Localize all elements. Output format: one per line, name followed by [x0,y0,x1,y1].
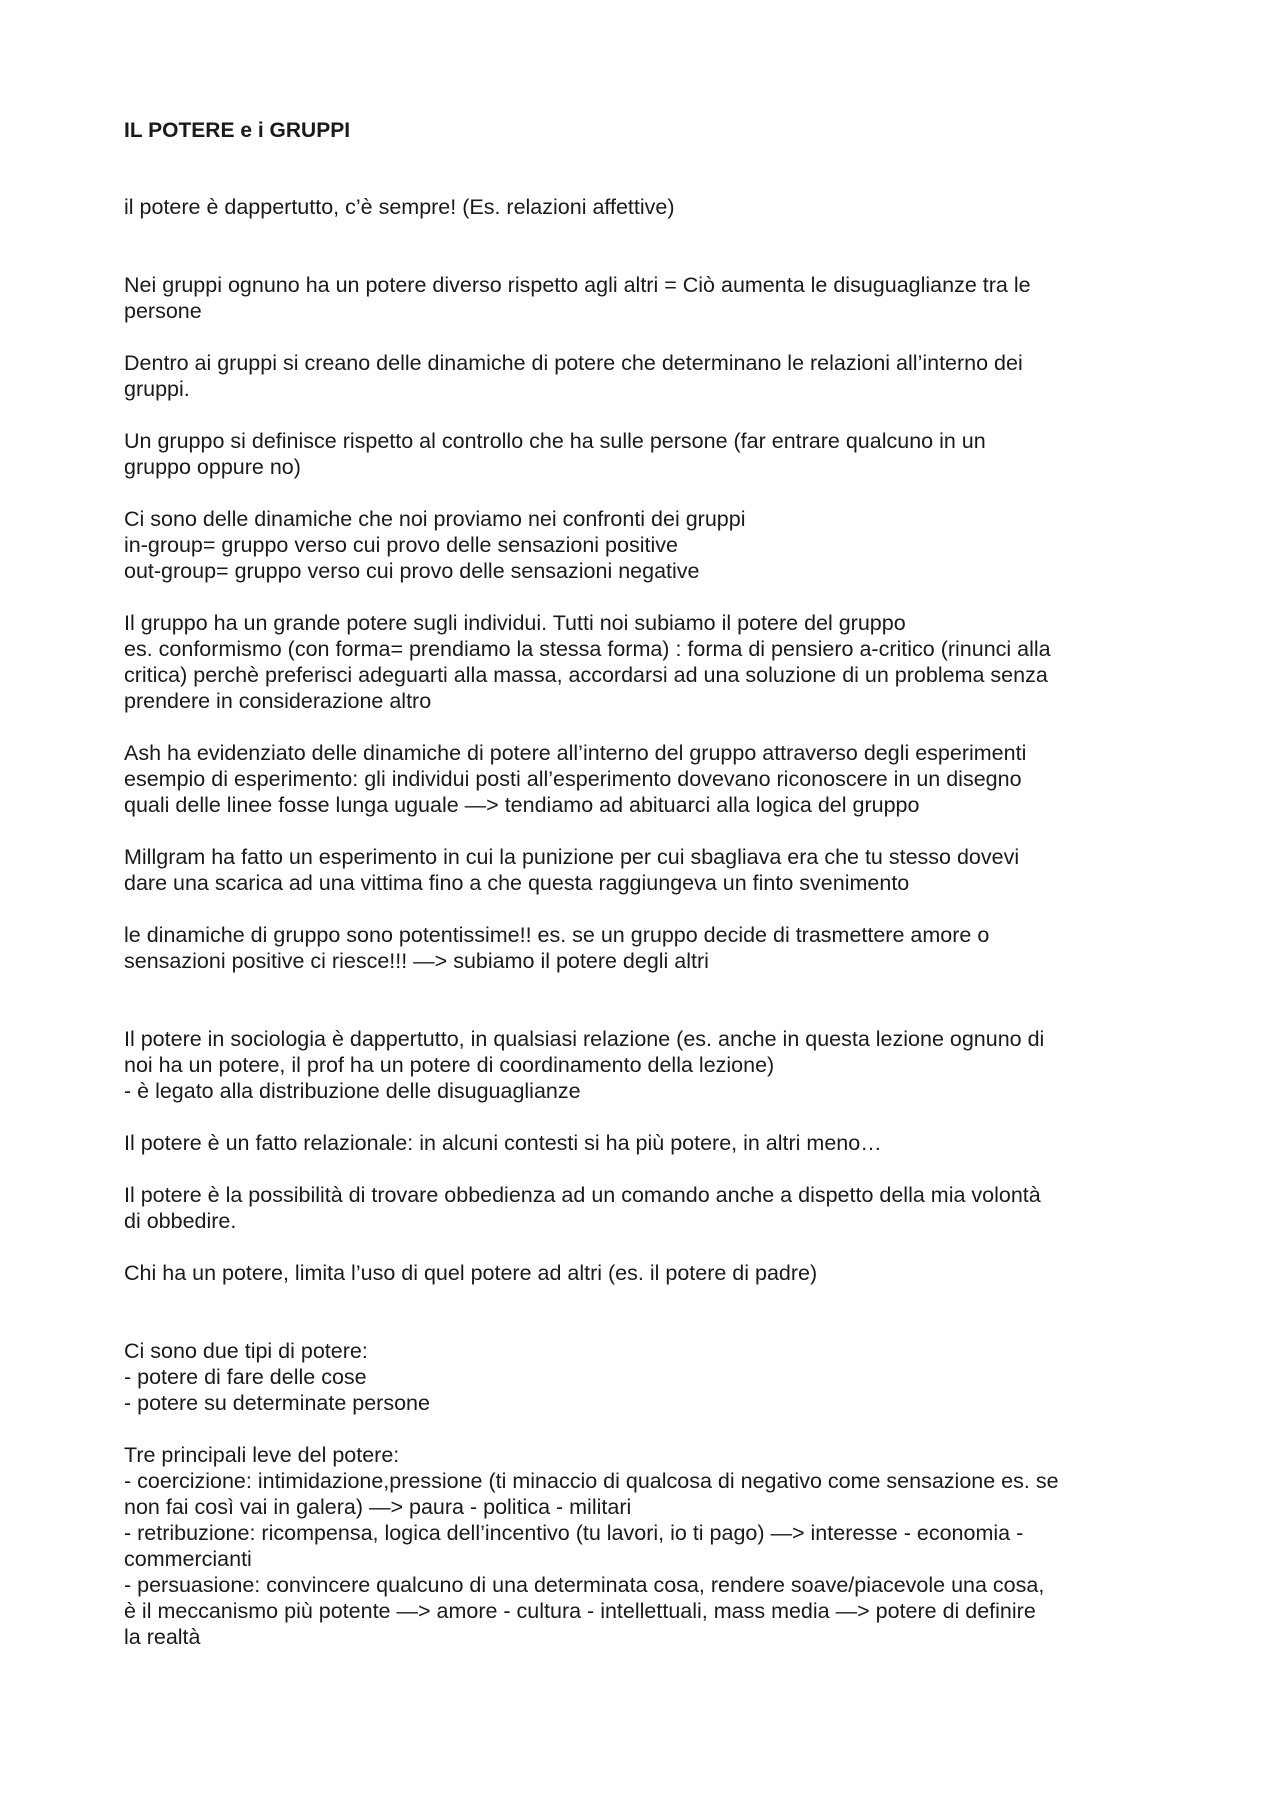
document-page [124,118,1174,1650]
paragraph-line: Ci sono due tipi di potere: [124,1339,368,1363]
paragraph-14 [124,1338,1174,1416]
paragraph-15 [124,1442,1174,1650]
paragraph-line: noi ha un potere, il prof ha un potere di coordinamento della lezione) [124,1053,775,1077]
paragraph-line: le dinamiche di gruppo sono potentissime!! es. se un gruppo decide di trasmettere amore o [124,923,990,947]
paragraph-3 [124,350,1174,402]
paragraph-line: - potere su determinate persone [124,1391,430,1415]
paragraph-line: esempio di esperimento: gli individui posti all’esperimento dovevano riconoscere in un disegno [124,767,1022,791]
paragraph-line: in-group= gruppo verso cui provo delle sensazioni positive [124,533,678,557]
paragraph-4 [124,428,1174,480]
paragraph-1: il potere è dappertutto, c’è sempre! (Es. relazioni affettive) [124,195,675,219]
paragraph-line: Il gruppo ha un grande potere sugli individui. Tutti noi subiamo il potere del gruppo [124,611,906,635]
paragraph-13: Chi ha un potere, limita l’uso di quel potere ad altri (es. il potere di padre) [124,1261,818,1285]
paragraph-line: la realtà [124,1625,201,1649]
paragraph-9 [124,922,1174,974]
paragraph-line: es. conformismo (con forma= prendiamo la stessa forma) : forma di pensiero a-critico (rinunci alla [124,637,1051,661]
paragraph-line: critica) perchè preferisci adeguarti alla massa, accordarsi ad una soluzione di un problema senza [124,663,1048,687]
paragraph-line: - persuasione: convincere qualcuno di una determinata cosa, rendere soave/piacevole una cosa, [124,1573,1045,1597]
paragraph-line: - potere di fare delle cose [124,1365,367,1389]
paragraph-line: - è legato alla distribuzione delle disuguaglianze [124,1079,581,1103]
paragraph-line: Millgram ha fatto un esperimento in cui la punizione per cui sbagliava era che tu stesso dovevi [124,845,1020,869]
title-part-2: e [240,119,252,142]
paragraph-line: dare una scarica ad una vittima fino a che questa raggiungeva un finto svenimento [124,871,910,895]
paragraph-line: - retribuzione: ricompensa, logica dell’incentivo (tu lavori, io ti pago) —> interesse - economia - [124,1521,1024,1545]
paragraph-line: Il potere in sociologia è dappertutto, in qualsiasi relazione (es. anche in questa lezione ognuno di [124,1027,1045,1051]
paragraph-line: Un gruppo si definisce rispetto al controllo che ha sulle persone (far entrare qualcuno in un [124,429,986,453]
paragraph-line: gruppi. [124,377,190,401]
document-title [124,118,1174,144]
paragraph-2 [124,272,1174,324]
paragraph-6 [124,610,1174,714]
paragraph-line: Tre principali leve del potere: [124,1443,400,1467]
paragraph-line: out-group= gruppo verso cui provo delle sensazioni negative [124,559,700,583]
paragraph-12 [124,1182,1174,1234]
paragraph-line: Dentro ai gruppi si creano delle dinamiche di potere che determinano le relazioni all’interno dei [124,351,1023,375]
paragraph-line: Ash ha evidenziato delle dinamiche di potere all’interno del gruppo attraverso degli esperimenti [124,741,1027,765]
paragraph-5 [124,506,1174,584]
paragraph-line: quali delle linee fosse lunga uguale —> tendiamo ad abituarci alla logica del gruppo [124,793,920,817]
paragraph-7 [124,740,1174,818]
paragraph-10 [124,1026,1174,1104]
paragraph-line: Il potere è la possibilità di trovare obbedienza ad un comando anche a dispetto della mia volontà [124,1183,1041,1207]
paragraph-line: commercianti [124,1547,252,1571]
paragraph-11: Il potere è un fatto relazionale: in alcuni contesti si ha più potere, in altri meno… [124,1131,882,1155]
paragraph-line: Ci sono delle dinamiche che noi proviamo nei confronti dei gruppi [124,507,746,531]
paragraph-line: gruppo oppure no) [124,455,301,479]
paragraph-line: - coercizione: intimidazione,pressione (ti minaccio di qualcosa di negativo come sensazione es. se [124,1469,1059,1493]
title-part-1: IL POTERE [124,119,235,142]
paragraph-line: non fai così vai in galera) —> paura - politica - militari [124,1495,632,1519]
paragraph-line: sensazioni positive ci riesce!!! —> subiamo il potere degli altri [124,949,709,973]
title-part-4: GRUPPI [269,119,351,142]
paragraph-line: Nei gruppi ognuno ha un potere diverso rispetto agli altri = Ciò aumenta le disuguaglianze tra le [124,273,1031,297]
paragraph-8 [124,844,1174,896]
title-part-3: i [257,119,264,142]
paragraph-line: di obbedire. [124,1209,237,1233]
paragraph-line: è il meccanismo più potente —> amore - cultura - intellettuali, mass media —> potere di definire [124,1599,1036,1623]
paragraph-line: prendere in considerazione altro [124,689,432,713]
paragraph-line: persone [124,299,202,323]
